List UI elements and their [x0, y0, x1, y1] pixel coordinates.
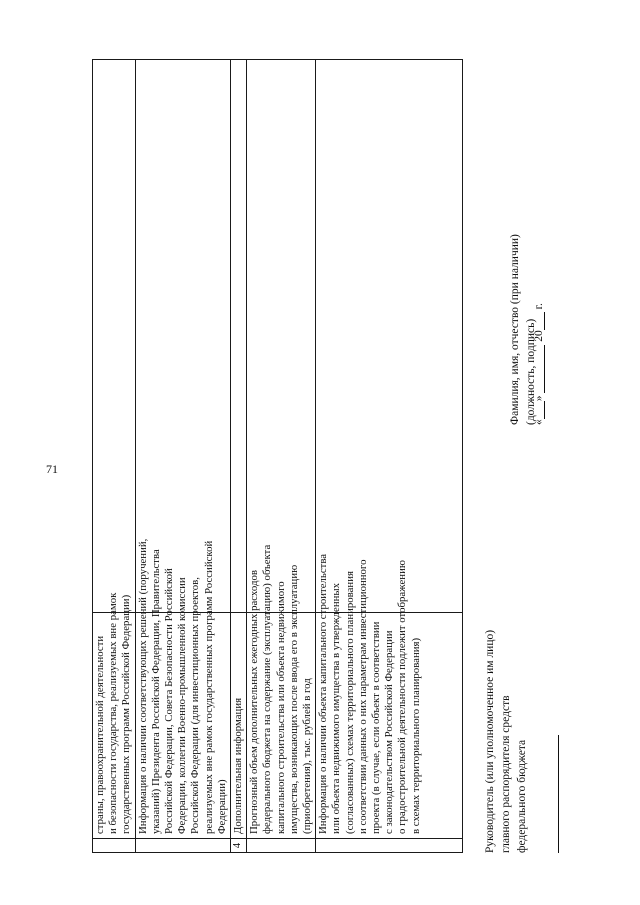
row-value-cell[interactable]	[316, 60, 463, 613]
position-caption: (должность, подпись)	[524, 318, 537, 425]
signatory-line: Руководитель (или уполномоченное им лицо)	[484, 629, 496, 853]
info-table	[92, 59, 463, 853]
row-value-cell[interactable]	[135, 60, 230, 613]
row-text-line: капитального строительства или объекта недвижимого	[274, 581, 287, 834]
row-number-cell	[93, 839, 136, 853]
row-value-cell[interactable]	[231, 60, 247, 613]
row-text-line: или объекта недвижимого имущества в утвержденных	[330, 582, 343, 834]
row-description-cell	[316, 553, 463, 839]
row-number-cell	[231, 839, 247, 853]
signature-block	[482, 60, 552, 853]
row-description-cell	[135, 538, 230, 839]
row-text-line: Дополнительная информация	[232, 697, 245, 834]
table-row	[93, 60, 136, 853]
signatory-title	[482, 630, 530, 853]
row-text-line: реализуемых вне рамок государственных программ Российской	[202, 540, 215, 834]
row-text-line: (согласованных) схемах территориального планирования	[343, 571, 356, 834]
date-century: 20	[533, 330, 545, 342]
row-description-cell	[93, 592, 136, 839]
row-number-cell	[135, 839, 230, 853]
year-blank[interactable]	[532, 312, 545, 330]
row-text-line: государственных программ Российской Федерации)	[120, 594, 133, 834]
signature-line	[558, 735, 559, 853]
date-close-quote: »	[533, 395, 545, 402]
signatory-line: федерального бюджета	[516, 739, 528, 853]
row-text-line: Информация о наличии соответствующих решений (поручений,	[136, 538, 149, 834]
row-text-line: и безопасности государства, реализуемых вне рамок	[107, 592, 120, 834]
day-blank[interactable]	[532, 401, 545, 419]
month-blank[interactable]	[532, 345, 545, 393]
date-suffix: г.	[533, 303, 545, 310]
rotated-content	[92, 60, 552, 853]
row-text-line: (приобретения), тыс. рублей в год	[301, 678, 314, 834]
row-text-line: и соответствии данных о них параметрам инвестиционного	[356, 559, 369, 834]
row-value-cell[interactable]	[247, 60, 316, 613]
row-value-cell[interactable]	[93, 60, 136, 613]
page-number: 71	[46, 462, 58, 476]
row-text-line: указаний) Президента Российской Федерации, Правительства	[149, 549, 162, 834]
row-text-line: проекта (в случае, если объект в соответствии	[370, 621, 383, 834]
date-line	[532, 303, 545, 425]
table-row	[316, 60, 463, 853]
row-text-line: федерального бюджета на содержание (эксплуатацию) объекта	[261, 544, 274, 834]
row-number: 4	[231, 842, 244, 849]
row-description-cell	[247, 544, 316, 839]
row-text-line: в схемах территориального планирования)	[409, 637, 422, 834]
row-text-line: Российской Федерации (для инвестиционных проектов,	[189, 577, 202, 834]
table-row	[135, 60, 230, 853]
row-text-line: с законодательством Российской Федерации	[383, 630, 396, 834]
date-open-quote: «	[533, 419, 545, 425]
table-row	[247, 60, 316, 853]
row-text-line: Федерации, коллегии Военно-промышленной комиссии	[176, 577, 189, 834]
table-row	[231, 60, 247, 853]
signatory-line: главного распорядителя средств	[500, 695, 512, 853]
row-text-line: Информация о наличии объекта капитального строительства	[317, 553, 330, 834]
row-text-line: страны, правоохранительной деятельности	[94, 635, 106, 834]
row-number-cell	[316, 839, 463, 853]
row-text-line: Федерации)	[215, 779, 228, 834]
row-description-cell	[231, 613, 247, 839]
row-number-cell	[247, 839, 316, 853]
row-text-line: о градостроительной деятельности подлежит отображению	[396, 560, 409, 834]
name-caption: Фамилия, имя, отчество (при наличии)	[509, 234, 521, 425]
row-text-line: имущества, возникающих после ввода его в эксплуатацию	[287, 564, 300, 834]
row-text-line: Российской Федерации, Совета Безопасности Российской	[163, 568, 176, 834]
row-text-line: Прогнозный объем дополнительных ежегодных расходов	[248, 569, 261, 834]
